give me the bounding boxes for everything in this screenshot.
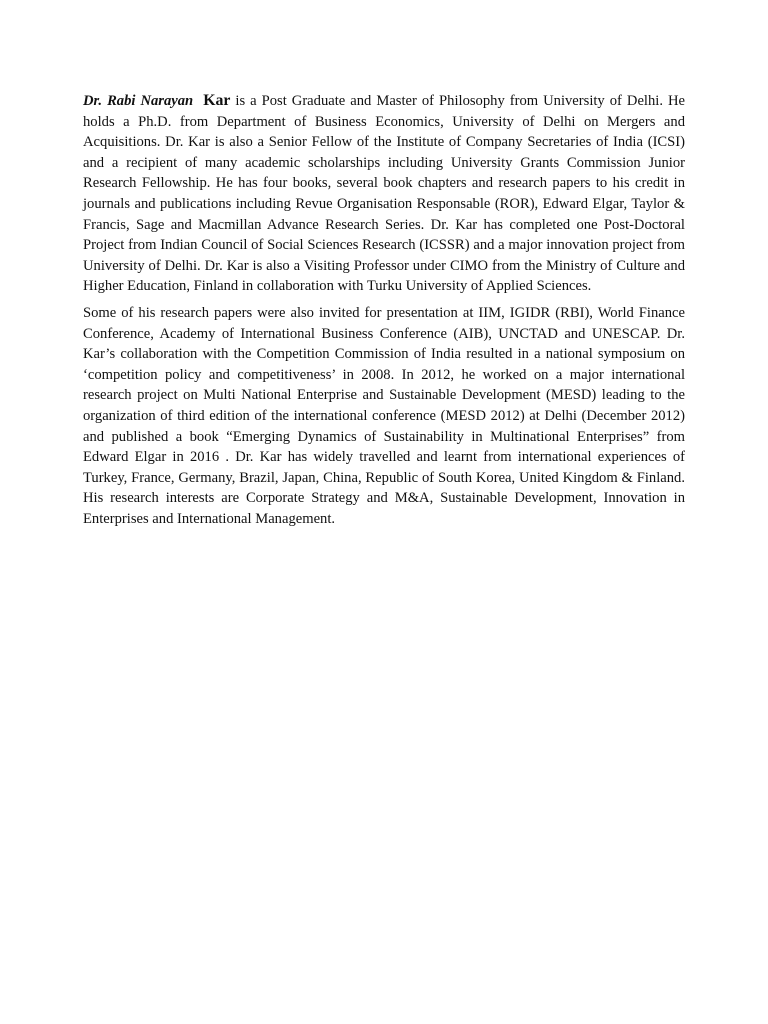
bio-paragraph-1-text: is a Post Graduate and Master of Philosophy from University of Delhi. He holds a Ph.D. from Department of Business Economics, University of Delhi on Mergers and Acquisitions. Dr. Kar is also a Senior Fellow of the Institute of Company Secretaries of India (ICSI) and a recipient of many academic scholarships including University Grants Commission Junior Research Fellowship. He has four books, several book chapters and research papers to his credit in journals and publications including Revue Organisation Responsable (ROR), Edward Elgar, Taylor & Francis, Sage and Macmillan Advance Research Series. Dr. Kar has completed one Post-Doctoral Project from Indian Council of Social Sciences Research (ICSSR) and a major innovation project from University of Delhi. Dr. Kar is also a Visiting Professor under CIMO from the Ministry of Culture and Higher Education, Finland in collaboration with Turku University of Applied Sciences. xyxy=(83,93,685,295)
document-page xyxy=(83,91,685,529)
bio-paragraph-2: Some of his research papers were also invited for presentation at IIM, IGIDR (RBI), World Finance Conference, Academy of International Business Conference (AIB), UNCTAD and UNESCAP. Dr. Kar’s collaboration with the Competition Commission of India resulted in a national symposium on ‘competition policy and competitiveness’ in 2008. In 2012, he worked on a major international research project on Multi National Enterprise and Sustainable Development (MESD) leading to the organization of third edition of the international conference (MESD 2012) at Delhi (December 2012) and published a book “Emerging Dynamics of Sustainability in Multinational Enterprises” from Edward Elgar in 2016 . Dr. Kar has widely travelled and learnt from international experiences of Turkey, France, Germany, Brazil, Japan, China, Republic of South Korea, United Kingdom & Finland. His research interests are Corporate Strategy and M&A, Sustainable Development, Innovation in Enterprises and International Management. xyxy=(83,304,685,527)
author-surname: Kar xyxy=(203,92,231,109)
bio-paragraph-1 xyxy=(83,91,685,297)
author-name-italic: Dr. Rabi Narayan xyxy=(83,93,194,109)
